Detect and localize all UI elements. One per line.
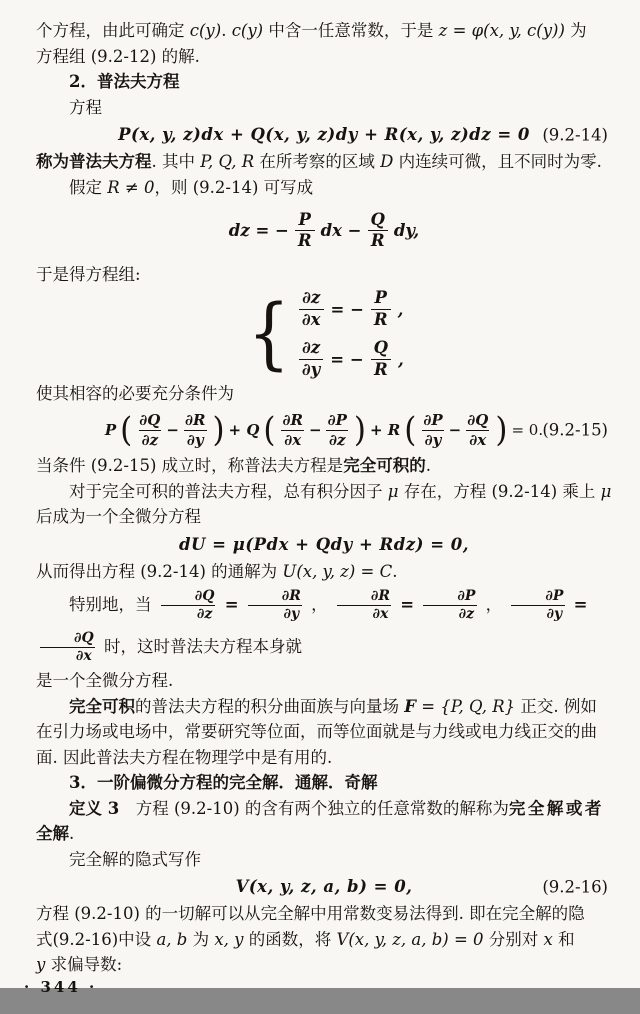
equals-sign: = <box>224 595 239 615</box>
close-paren: ) <box>212 409 225 450</box>
text-run: P, Q, R <box>200 152 255 171</box>
fraction <box>38 631 97 665</box>
fraction-numerator: ∂P <box>545 587 564 604</box>
text-run: 对于完全可积的普法夫方程，总有积分因子 <box>69 481 388 501</box>
text-run: z = φ(x, y, c(y)) <box>438 21 565 40</box>
fraction-numerator: ∂z <box>302 288 321 308</box>
fraction-denominator: ∂y <box>422 430 445 449</box>
text-run: x, y <box>214 929 244 949</box>
system-body <box>244 289 404 379</box>
fraction <box>299 339 323 379</box>
fraction-denominator: ∂y <box>299 359 323 379</box>
fraction <box>159 589 218 623</box>
fraction-denominator: ∂z <box>161 605 215 623</box>
fraction-denominator: ∂x <box>337 605 392 623</box>
equation-9-2-15 <box>36 409 612 450</box>
text-run: c(y) <box>231 21 264 40</box>
close-paren: ) <box>353 409 366 450</box>
fraction-numerator: Q <box>373 338 389 358</box>
fraction-numerator: ∂P <box>457 587 476 604</box>
text-run: 式(9.2-16)中设 <box>36 929 157 949</box>
text-line <box>36 694 612 720</box>
fraction-denominator: ∂y <box>511 605 566 623</box>
text-run: . <box>69 824 75 844</box>
section-heading-3 <box>36 770 612 796</box>
fraction-denominator: ∂y <box>184 430 207 449</box>
text-run: 定义 3 <box>69 798 120 818</box>
text-run: 个方程，由此可确定 <box>36 21 190 40</box>
text-line <box>36 453 612 479</box>
fraction <box>420 412 445 449</box>
text-run: 存在，方程 (9.2-14) 乘上 <box>398 481 601 501</box>
text-line <box>36 175 612 201</box>
text-run: a, b <box>156 929 188 949</box>
equation-system <box>36 289 612 379</box>
text-run: 方程组 (9.2-12) 的解. <box>36 46 200 66</box>
fraction-denominator: ∂x <box>281 430 304 449</box>
fraction-numerator: ∂R <box>281 587 301 604</box>
equation-tag: (9.2-15) <box>542 420 608 440</box>
text-run: 内连续可微，且不同时为零. <box>393 152 602 171</box>
text-run: 使其相容的必要充分条件为 <box>36 384 234 404</box>
equation-term <box>104 409 226 450</box>
system-equation-row <box>299 289 404 329</box>
comma: ， <box>485 595 503 615</box>
comma: , <box>397 299 404 319</box>
text-line <box>36 504 612 530</box>
fraction <box>335 589 393 623</box>
text-run: 求偏导数: <box>45 955 123 975</box>
text-run: 正交. 例如 <box>515 696 597 716</box>
text-run: 完全可积 <box>69 696 135 716</box>
text-run: x <box>543 929 553 949</box>
text-run: 为 <box>187 929 215 949</box>
fraction-denominator: R <box>371 309 391 329</box>
fraction <box>421 589 478 623</box>
text-line <box>36 381 612 407</box>
equation-middle: dx − <box>320 221 362 241</box>
text-run: . <box>221 21 232 40</box>
comma: , <box>398 349 404 369</box>
equation-body <box>36 211 612 251</box>
equation-body <box>36 409 612 450</box>
equation-tail: = 0. <box>511 421 544 440</box>
minus-sign: − <box>166 421 179 440</box>
text-run: 方程 <box>69 97 102 117</box>
equation-dU <box>36 535 612 554</box>
fraction-denominator: ∂z <box>326 430 349 449</box>
text-line <box>36 18 612 44</box>
text-run: 完全解的隐式写作 <box>69 849 201 869</box>
minus-sign: − <box>448 421 462 440</box>
text-run: . 其中 <box>151 152 201 171</box>
text-line <box>36 847 612 873</box>
text-run: 完全解或者 <box>508 798 604 818</box>
fraction-denominator: ∂x <box>299 309 324 329</box>
text-run: D <box>380 152 394 171</box>
fraction <box>182 412 208 449</box>
text-run: 为 <box>564 21 587 40</box>
fraction-numerator: ∂Q <box>139 410 161 429</box>
text-run: 假定 <box>69 177 108 197</box>
text-run: V(x, y, z, a, b) = 0 <box>336 929 484 949</box>
text-run: 分别对 <box>483 929 544 949</box>
equation-body: V(x, y, z, a, b) = 0, <box>235 877 413 897</box>
text-run: μ <box>600 481 612 501</box>
text-line <box>36 901 612 927</box>
equation-tag: (9.2-14) <box>542 125 608 144</box>
text-run: 3．一阶偏微分方程的完全解．通解．奇解 <box>69 773 378 793</box>
fraction <box>509 589 566 623</box>
fraction-denominator: ∂z <box>139 430 162 449</box>
fraction <box>280 412 306 449</box>
equals-sign: = − <box>330 299 364 319</box>
fraction-numerator: ∂z <box>301 338 321 358</box>
text-run: 时，这时普法夫方程本身就 <box>103 637 302 657</box>
text-line <box>36 719 612 745</box>
text-run: 中含一任意常数，于是 <box>263 21 439 40</box>
text-line <box>36 821 612 847</box>
fraction-denominator: R <box>371 359 391 379</box>
text-run: 方程 (9.2-10) 的含有两个独立的任意常数的解称为 <box>119 798 509 818</box>
fraction <box>136 412 163 449</box>
text-run: 面. 因此普法夫方程在物理学中是有用的. <box>36 747 333 767</box>
open-paren: ( <box>120 409 133 450</box>
text-line <box>36 796 612 822</box>
fraction <box>371 339 391 379</box>
text-line <box>36 952 612 978</box>
text-run: 的普法夫方程的积分曲面族与向量场 <box>135 696 405 716</box>
fraction-denominator: ∂x <box>40 647 95 665</box>
system-rows <box>299 289 404 379</box>
equals-sign: = − <box>330 349 364 369</box>
open-paren: ( <box>404 409 417 450</box>
text-line <box>36 149 612 175</box>
fraction <box>368 211 388 251</box>
equation-term <box>369 409 508 450</box>
text-run: 在引力场或电场中，常要研究等位面，而等位面就是与力线或电力线正交的曲 <box>36 722 597 742</box>
fraction-numerator: ∂R <box>370 587 391 604</box>
equation-tag: (9.2-16) <box>542 877 608 897</box>
text-run: U(x, y, z) = C <box>282 561 393 581</box>
fraction <box>295 211 315 251</box>
text-run: 全解 <box>36 824 69 844</box>
coefficient: + R <box>369 421 401 440</box>
text-run: 特别地，当 <box>69 595 157 615</box>
text-run: ，则 (9.2-14) 可写成 <box>154 177 314 197</box>
equation-tail: dy, <box>393 221 420 241</box>
text-run: . <box>392 561 398 581</box>
minus-sign: − <box>309 421 322 440</box>
fraction <box>371 289 391 329</box>
text-run: 完全可积的 <box>343 456 426 476</box>
fraction-numerator: ∂Q <box>74 629 94 646</box>
text-line-with-fractions <box>36 584 612 668</box>
text-run: μ <box>387 481 399 501</box>
text-line <box>36 668 612 694</box>
text-run: 在所考察的区域 <box>254 152 381 171</box>
fraction-numerator: ∂R <box>184 410 206 429</box>
fraction-numerator: ∂P <box>423 410 443 429</box>
fraction-denominator: R <box>295 230 315 250</box>
equation-lhs: dz = − <box>228 221 289 241</box>
text-run: 方程 (9.2-10) 的一切解可以从完全解中用常数变易法得到. 即在完全解的隐 <box>36 904 585 924</box>
text-run: 称为普法夫方程 <box>36 152 152 171</box>
text-run: 于是得方程组: <box>36 264 141 284</box>
equals-sign: = <box>573 595 588 615</box>
text-line <box>36 745 612 771</box>
equation-dz <box>36 205 612 257</box>
fraction-numerator: Q <box>370 210 385 229</box>
fraction <box>246 589 304 623</box>
equation-9-2-14 <box>36 125 612 144</box>
fraction-numerator: P <box>298 210 311 229</box>
fraction-denominator: ∂y <box>248 605 303 623</box>
text-line <box>36 262 612 288</box>
text-run: y <box>36 955 46 975</box>
text-run: 从而得出方程 (9.2-14) 的通解为 <box>36 561 283 581</box>
left-brace: { <box>247 289 291 380</box>
text-line <box>36 559 612 585</box>
equation-term <box>228 409 367 450</box>
equation-body: dU = μ(Pdx + Qdy + Rdz) = 0, <box>179 534 469 554</box>
equation-body: P(x, y, z)dx + Q(x, y, z)dy + R(x, y, z)dz = 0 <box>118 125 530 144</box>
page-footer <box>0 978 640 1014</box>
text-line <box>36 927 612 953</box>
fraction-numerator: ∂R <box>282 410 303 429</box>
text-run: 是一个全微分方程. <box>36 671 174 691</box>
fraction-numerator: ∂Q <box>467 410 489 429</box>
fraction-numerator: P <box>374 288 387 308</box>
comma: ， <box>311 595 328 615</box>
text-run: 2．普法夫方程 <box>69 72 180 91</box>
equation-9-2-16 <box>36 877 612 896</box>
text-run: 后成为一个全微分方程 <box>36 507 201 527</box>
text-run: 的函数，将 <box>243 929 337 949</box>
text-line <box>36 95 612 121</box>
fraction <box>299 289 324 329</box>
text-run: F <box>404 696 416 716</box>
fraction <box>325 412 350 449</box>
fraction-denominator: ∂x <box>466 430 489 449</box>
system-equation-row <box>299 339 404 379</box>
text-run: 和 <box>552 929 575 949</box>
fraction-denominator: ∂z <box>423 605 477 623</box>
fraction-numerator: ∂Q <box>194 587 215 604</box>
close-paren: ) <box>495 409 508 450</box>
text-run: R ≠ 0 <box>107 177 155 197</box>
coefficient: + Q <box>228 421 260 440</box>
text-run: c(y) <box>189 21 222 40</box>
page-number: · 344 · <box>24 977 98 996</box>
text-line <box>36 44 612 70</box>
text-run: = {P, Q, R} <box>415 696 516 716</box>
fraction <box>464 412 491 449</box>
fraction-denominator: R <box>368 230 388 250</box>
equals-sign: = <box>400 595 415 615</box>
text-line <box>36 479 612 505</box>
fraction-numerator: ∂P <box>327 410 347 429</box>
text-run: . <box>425 456 431 476</box>
text-run: 当条件 (9.2-15) 成立时，称普法夫方程是 <box>36 456 344 476</box>
section-heading-2 <box>36 69 612 95</box>
coefficient: P <box>104 421 117 440</box>
open-paren: ( <box>263 409 276 450</box>
